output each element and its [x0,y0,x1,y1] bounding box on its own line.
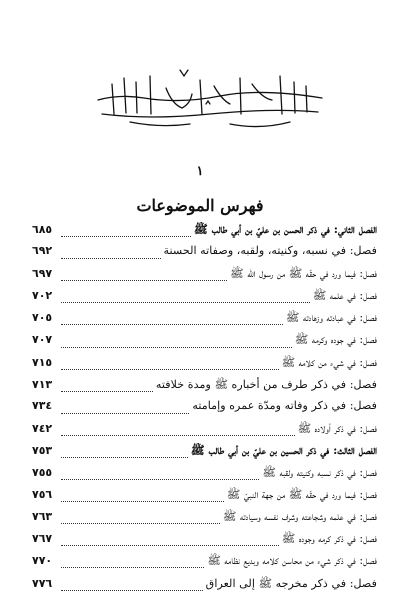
toc-page-number: ٧٧٦ [32,576,53,590]
table-of-contents [32,222,377,598]
toc-page-number: ٧٠٢ [32,289,53,303]
dot-leader [61,235,191,237]
toc-entry-title: فصل: في شيء من كلامه ﷺ [281,355,377,369]
toc-row [32,310,377,332]
dot-leader [61,544,279,546]
toc-entry-title: فصل: في ذكر نسبه وكنيته ولقبه ﷺ [262,466,377,480]
toc-row [32,553,377,575]
toc-page-number: ٧٣٤ [32,398,53,412]
toc-row [32,465,377,487]
basmala-calligraphy [90,64,330,134]
toc-page-number: ٧٥٦ [32,488,53,502]
toc-entry-title: فصل: في ذكر مخرجه ﷺ إلى العراق [205,576,377,590]
dot-leader [61,301,310,303]
toc-entry-title: فصل: في ذكر طرف من أخباره ﷺ ومدة خلافته [155,377,377,391]
toc-entry-title: فصل: في علمه وشجاعته وشرف نفسه وسيادته ﷺ [222,510,377,524]
toc-row [32,244,377,266]
toc-chapter-row [32,222,377,244]
dot-leader [61,257,161,259]
toc-entry-title: فصل: في علمه ﷺ [312,289,377,303]
toc-entry-title: فصل: في ذكر وفاته ومدّة عمره وإمامته [192,398,377,412]
toc-entry-title: الفصل الثالث: في ذكر الحسين بن عليّ بن أبي طالب ﷺ [190,442,377,457]
toc-page-number: ٦٩٢ [32,244,53,258]
toc-entry-title: الفصل الثاني: في ذكر الحسن بن عليّ بن أبي طالب ﷺ [193,222,377,236]
toc-row [32,576,377,598]
toc-row [32,266,377,288]
toc-entry-title: فصل: في عبادته وزهادته ﷺ [285,311,377,325]
toc-page-number: ٧٤٢ [32,421,53,435]
toc-entry-title: فصل: في ذكر أولاده ﷺ [297,421,377,435]
toc-row [32,421,377,443]
toc-page-number: ٧٧٠ [32,554,53,568]
toc-row [32,288,377,310]
toc-entry-title: فصل: في جوده وكرمه ﷺ [294,333,377,347]
dot-leader [61,346,292,348]
toc-page-number: ٧٥٥ [32,466,53,480]
dot-leader [61,412,189,414]
toc-page-number: ٧٦٣ [32,510,53,524]
toc-page-number: ٦٩٧ [32,267,53,281]
toc-row [32,355,377,377]
toc-entry-title: فصل: في نسبه، وكنيته، ولقبه، وصفاته الحسنة [163,244,377,258]
dot-leader [61,323,283,325]
toc-entry-title: فصل: في ذكر شيء من محاسن كلامه وبديع نظامه ﷺ [207,554,377,568]
toc-entry-title: فصل: فيما ورد في حقّه ﷺ من جهة النبيّ ﷺ [226,488,377,502]
toc-page-number: ٧١٣ [32,377,53,391]
page-number: ١ [196,164,204,179]
toc-chapter-row [32,443,377,465]
dot-leader [61,390,153,392]
toc-row [32,531,377,553]
toc-page-number: ٧٠٥ [32,311,53,325]
toc-page-number: ٧٦٧ [32,532,53,546]
dot-leader [61,500,224,502]
toc-entry-title: فصل: في ذكر كرمه وجوده ﷺ [281,532,377,546]
index-title: فهرس الموضوعات [136,196,264,215]
toc-page-number: ٧٥٣ [32,443,53,457]
toc-row [32,509,377,531]
dot-leader [61,368,279,370]
dot-leader [61,279,227,281]
toc-row [32,377,377,399]
dot-leader [61,522,220,524]
toc-row [32,332,377,354]
toc-row [32,487,377,509]
toc-page-number: ٧٠٧ [32,333,53,347]
dot-leader [61,434,295,436]
toc-entry-title: فصل: فيما ورد في حقّه ﷺ من رسول الله ﷺ [230,267,377,281]
toc-row [32,399,377,421]
toc-page-number: ٧١٥ [32,355,53,369]
dot-leader [61,478,259,480]
dot-leader [61,456,188,458]
toc-page-number: ٦٨٥ [32,223,53,236]
dot-leader [61,566,204,568]
dot-leader [61,589,203,591]
